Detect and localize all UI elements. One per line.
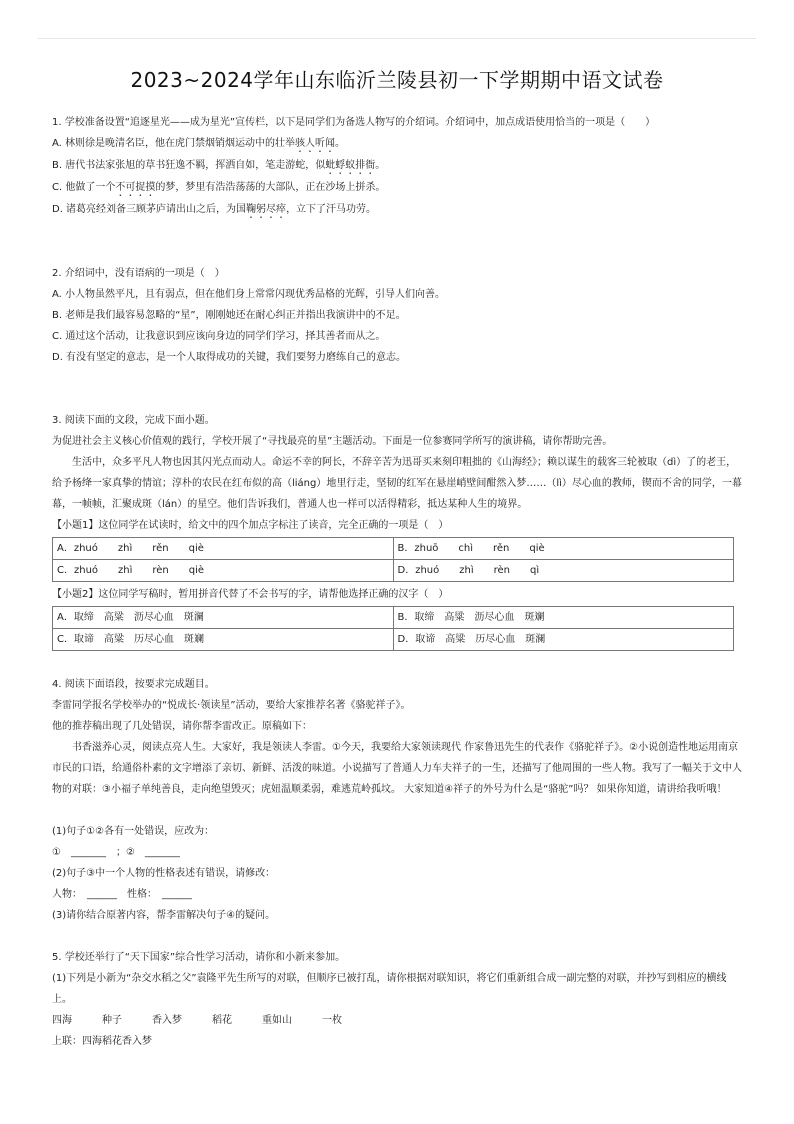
q3-sub1-option-b: B．zhuō chì rěn qiè — [393, 538, 734, 560]
exam-content — [52, 112, 742, 1052]
q3-stem: 3. 阅读下面的文段，完成下面小题。 — [52, 415, 215, 426]
q1-d-dotted: 鞠躬尽瘁 — [246, 204, 287, 215]
q1-a-end: 。 — [335, 138, 346, 149]
q2-option-c: C. 通过这个活动，让我意识到应该向身边的同学们学习，择其善者而从之。 — [52, 331, 386, 342]
q4-part3: (3)请你结合原著内容，帮李雷解决句子④的疑问。 — [52, 910, 276, 921]
q3-sub2-option-d: D．取谛 高粱 历尽心血 斑澜 — [393, 629, 734, 651]
header-divider — [38, 38, 756, 39]
q1-b-dotted: 蚍蜉蚁排衙 — [325, 160, 376, 171]
q4-part2-answer: 人物： ______ 性格： ______ — [52, 889, 192, 900]
q3-sub2-option-a: A．取缔 高粱 沥尽心血 斑澜 — [53, 607, 394, 629]
q1-d-end: ，立下了汗马功劳。 — [286, 204, 377, 215]
q3-sub2-option-b: B．取缔 高粱 沥尽心血 斑斓 — [393, 607, 734, 629]
q4-line1: 李雷同学报名学校举办的“悦成长·领读星”活动，要给大家推荐名著《骆驼祥子》。 — [52, 700, 411, 711]
q3-sub2-stem: 【小题2】这位同学写稿时，暂用拼音代替了不会书写的字，请帮他选择正确的汉字（ ） — [52, 589, 449, 600]
q3-passage: 生活中，众多平凡人物也因其闪光点而动人。命运不幸的阿长，不辞辛苦为迅哥买来刻印粗拙的《山海经》；赖以谋生的载客三轮被取（dì）了的老王，给予杨绛一家真挚的情谊；淳朴的农民在红布似的高（liáng）地里行走，坚韧的红军在悬崖峭壁间酣然入梦……（lì）尽心血的教师，锲而不舍的同学，一幕幕，一帧帧，汇聚成斑（lán）的星空。他们告诉我们，普通人也一样可以活得精彩，抵达某种人生的境界。 — [52, 457, 742, 510]
q1-b-end: 。 — [375, 160, 386, 171]
page-title: 2023~2024学年山东临沂兰陵县初一下学期期中语文试卷 — [130, 68, 664, 92]
q1-d-text: D. 诸葛亮经刘备三顾茅庐请出山之后，为国 — [52, 204, 247, 215]
q3-intro: 为促进社会主义核心价值观的践行，学校开展了“寻找最亮的星”主题活动。下面是一位参赛同学所写的演讲稿，请你帮助完善。 — [52, 436, 613, 447]
q3-sub2-options — [52, 606, 734, 651]
q4-part1-answer: ① _______ ；② _______ — [52, 847, 180, 858]
q1-option-a — [52, 133, 742, 155]
q3-sub1-option-a: A．zhuó zhì rěn qiè — [53, 538, 394, 560]
q2-stem: 2. 介绍词中，没有语病的一项是（ ） — [52, 268, 225, 279]
q1-c-text: C. 他做了一个 — [52, 182, 116, 193]
q1-stem: 1. 学校准备设置“追逐星光——成为星光”宣传栏，以下是同学们为备选人物写的介绍词。介绍词中，加点成语使用恰当的一项是（ ） — [52, 117, 656, 128]
q2-option-d: D. 有没有坚定的意志，是一个人取得成功的关键，我们要努力磨练自己的意志。 — [52, 352, 407, 363]
q2-option-a: A. 小人物虽然平凡，且有弱点，但在他们身上常常闪现优秀品格的光辉，引导人们向善。 — [52, 289, 446, 300]
q3-sub2-option-c: C．取谛 高粱 历尽心血 斑斓 — [53, 629, 394, 651]
q1-c-dotted: 不可捉摸 — [115, 182, 156, 193]
q4-line2: 他的推荐稿出现了几处错误，请你帮李雷改正。原稿如下： — [52, 721, 312, 732]
q5-part1: (1)下列是小新为“杂交水稻之父”袁隆平先生所写的对联，但顺序已被打乱，请你根据对联知识，将它们重新组合成一副完整的对联，并抄写到相应的横线上。 — [52, 973, 727, 1005]
q2-option-b: B. 老师是我们最容易忽略的“星”，刚刚她还在耐心纠正并指出我演讲中的不足。 — [52, 310, 406, 321]
q4-part2: (2)句子③中一个人物的性格表述有错误，请修改： — [52, 868, 276, 879]
q3-sub1-option-d: D．zhuó zhì rèn qì — [393, 560, 734, 582]
q3-sub1-options — [52, 537, 734, 582]
q5-upper-couplet: 上联：四海稻花香入梦 — [52, 1036, 152, 1047]
q3-sub1-option-c: C．zhuó zhì rèn qiè — [53, 560, 394, 582]
q1-a-dotted: 骇人听闻 — [295, 138, 336, 149]
q1-c-end: 的梦，梦里有浩浩荡荡的大部队，正在沙场上拼杀。 — [155, 182, 386, 193]
q4-passage: 书香滋养心灵，阅读点亮人生。大家好，我是领读人李雷。①今天，我要给大家领读现代 作家鲁迅先生的代表作《骆驼祥子》。②小说创造性地运用南京市民的口语，给通俗朴素的文字增添了亲切、新鲜、活泼的味道。小说描写了普通人力车夫祥子的一生，还描写了他周围的一些人物。我写了一幅关于文中人物的对联：③小福子单纯善良，走向绝望毁灭；虎妞温顺柔弱，难逃荒岭孤坟。 大家知道④祥子的外号为什么是“骆驼”吗？ 如果你知道，请讲给我听哦！ — [52, 742, 742, 795]
q1-option-c — [52, 177, 742, 199]
q4-stem: 4. 阅读下面语段，按要求完成题目。 — [52, 679, 215, 690]
q1-option-d — [52, 199, 742, 221]
q1-a-text: A. 林则徐是晚清名臣，他在虎门禁烟销烟运动中的壮举 — [52, 138, 296, 149]
q1-b-text: B. 唐代书法家张旭的草书狂逸不羁，挥洒自如，笔走游蛇，似 — [52, 160, 326, 171]
q3-sub1-stem: 【小题1】这位同学在试读时，给文中的四个加点字标注了读音，完全正确的一项是（ ） — [52, 520, 449, 531]
q5-words: 四海 种子 香入梦 稻花 重如山 一枚 — [52, 1015, 342, 1026]
q5-stem: 5. 学校还举行了“天下国家”综合性学习活动，请你和小新来参加。 — [52, 952, 346, 963]
q4-part1: (1)句子①②各有一处错误，应改为： — [52, 826, 215, 837]
q1-option-b — [52, 155, 742, 177]
